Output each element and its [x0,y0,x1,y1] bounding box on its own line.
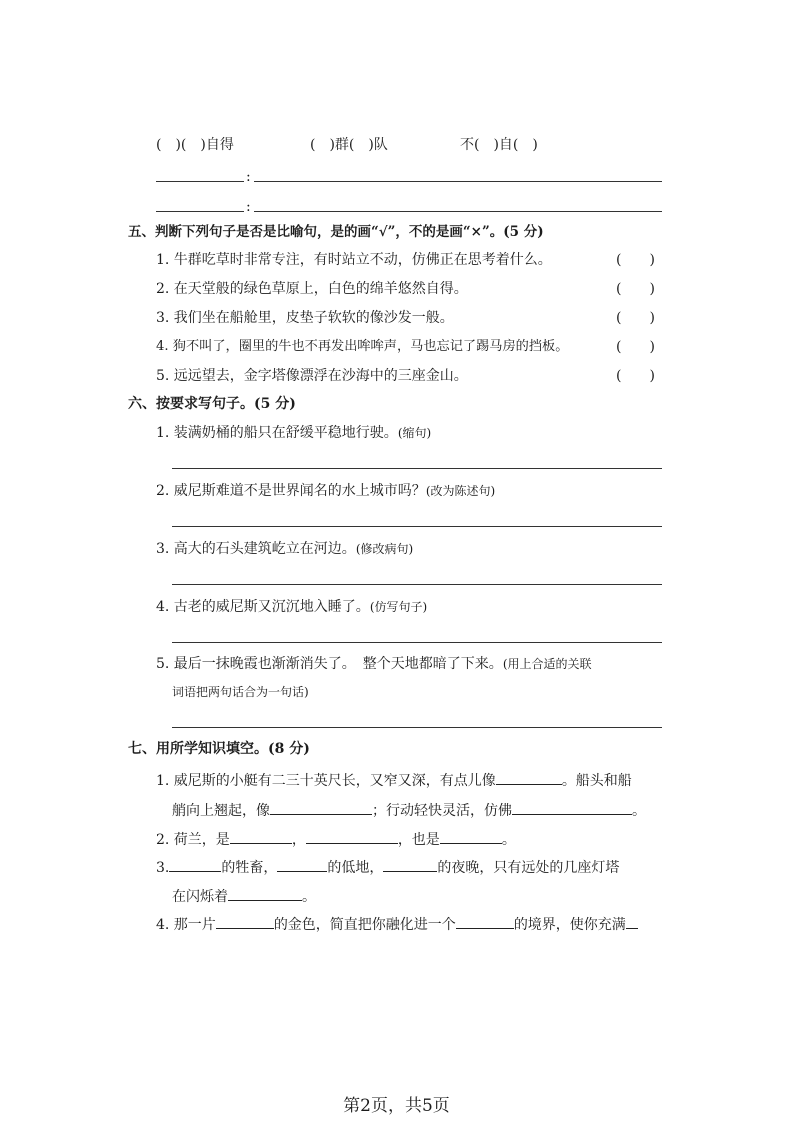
answer-line-6-3[interactable] [172,584,662,585]
section7-q1-line2: 艄向上翘起，像 ；行动轻快灵活，仿佛 。 [172,800,646,820]
section6-item-2: 2. 威尼斯难道不是世界闻名的水上城市吗？(改为陈述句) [156,483,496,499]
fill-blank-2b[interactable] [306,829,398,844]
fill-blank-4c[interactable] [626,914,638,929]
answer-line-short-2 [156,211,244,212]
answer-line-long-1 [254,181,662,182]
page-footer: 第2页，共5页 [343,1096,450,1116]
judge-paren-4[interactable]: ( ) [616,339,655,355]
idiom-blank-3: 不( )自( ) [460,137,538,153]
section6-item-3: 3. 高大的石头建筑屹立在河边。(修改病句) [156,541,414,557]
judge-paren-5[interactable]: ( ) [616,368,655,384]
section7-title: 七、用所学知识填空。(8 分) [128,741,310,757]
section6-item-1: 1. 装满奶桶的船只在舒缓平稳地行驶。(缩句) [156,425,432,441]
judge-paren-3[interactable]: ( ) [616,310,655,326]
colon-2: : [246,199,251,215]
answer-line-6-2[interactable] [172,526,662,527]
judge-paren-1[interactable]: ( ) [616,252,655,268]
section6-item-4: 4. 古老的威尼斯又沉沉地入睡了。(仿写句子) [156,599,428,615]
idiom-blank-2: ( )群( )队 [310,137,388,153]
section5-item-3: 3. 我们坐在船舱里，皮垫子软软的像沙发一般。 [156,310,454,326]
fill-blank-2c[interactable] [440,829,502,844]
section5-item-1: 1. 牛群吃草时非常专注，有时站立不动，仿佛正在思考着什么。 [156,252,552,268]
fill-blank-4a[interactable] [216,914,274,929]
section6-item-5-line2: 词语把两句话合为一句话) [172,685,309,699]
section7-q1-line1: 1. 威尼斯的小艇有二三十英尺长，又窄又深，有点儿像 。船头和船 [156,770,632,790]
section5-item-4: 4. 狗不叫了，圈里的牛也不再发出哞哞声，马也忘记了踢马房的挡板。 [156,339,569,354]
section5-title: 五、判断下列句子是否是比喻句，是的画“√”，不的是画“×”。(5 分) [128,224,544,240]
section5-item-2: 2. 在天堂般的绿色草原上，白色的绵羊悠然自得。 [156,281,468,297]
answer-line-short-1 [156,181,244,182]
answer-line-long-2 [254,211,662,212]
answer-line-6-1[interactable] [172,468,662,469]
section6-title: 六、按要求写句子。(5 分) [128,396,296,412]
colon-1: : [246,169,251,185]
fill-blank-1c[interactable] [512,800,632,815]
fill-blank-3d[interactable] [228,886,302,901]
fill-blank-3a[interactable] [169,857,221,872]
section6-item-5: 5. 最后一抹晚霞也渐渐消失了。 整个天地都暗了下来。(用上合适的关联 [156,656,592,672]
fill-blank-1a[interactable] [496,770,562,785]
judge-paren-2[interactable]: ( ) [616,281,655,297]
answer-line-6-4[interactable] [172,642,662,643]
section5-item-5: 5. 远远望去，金字塔像漂浮在沙海中的三座金山。 [156,368,468,384]
idiom-blank-1: ( )( )自得 [156,137,234,153]
section7-q4: 4. 那一片 的金色，简直把你融化进一个 的境界，使你充满 [156,914,638,934]
section7-q3-line2: 在闪烁着 。 [172,886,316,906]
fill-blank-3c[interactable] [383,857,437,872]
section7-q3-line1: 3. 的牲畜， 的低地， 的夜晚，只有远处的几座灯塔 [156,857,619,877]
section7-q2: 2. 荷兰，是 ， ，也是 。 [156,829,516,849]
fill-blank-2a[interactable] [230,829,292,844]
fill-blank-1b[interactable] [270,800,372,815]
fill-blank-3b[interactable] [277,857,327,872]
fill-blank-4b[interactable] [456,914,514,929]
answer-line-6-5[interactable] [172,727,662,728]
